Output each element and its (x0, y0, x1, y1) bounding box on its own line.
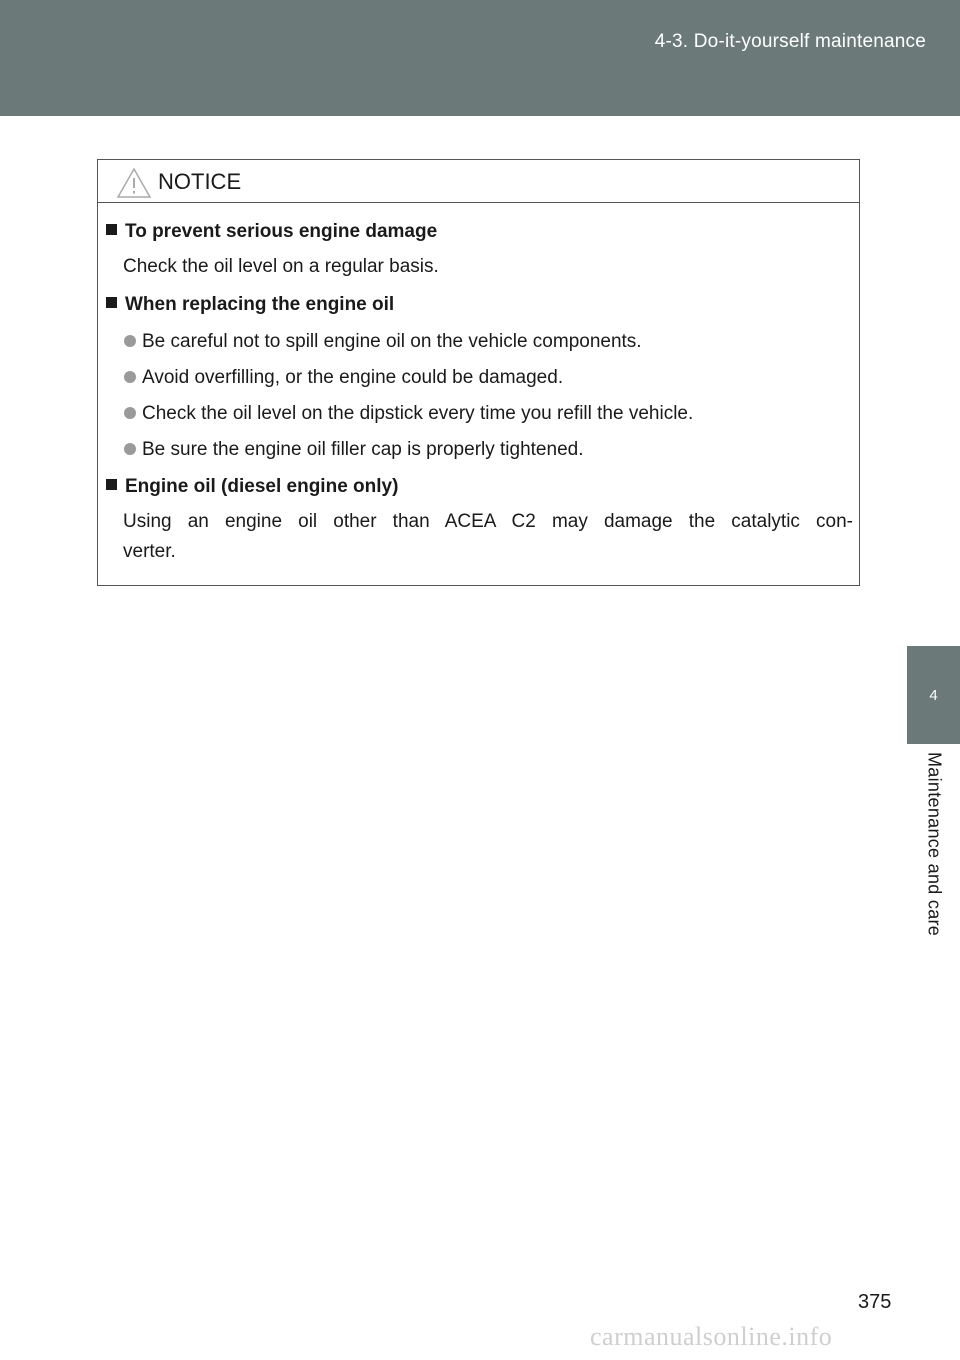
list-item-text: Avoid overfilling, or the engine could be damaged. (142, 367, 564, 388)
section-heading (106, 221, 437, 243)
section-text: Check the oil level on a regular basis. (123, 256, 439, 277)
page-header (0, 0, 960, 116)
chapter-tab-label-text: Maintenance and care (924, 752, 945, 937)
list-item-text: Be careful not to spill engine oil on the vehicle components. (142, 331, 642, 352)
section-heading-text: When replacing the engine oil (125, 294, 395, 315)
section-title: 4-3. Do-it-yourself maintenance (654, 31, 926, 52)
list-item (124, 367, 563, 389)
list-item (124, 439, 583, 461)
chapter-tab-label (908, 752, 960, 992)
section-heading-text: Engine oil (diesel engine only) (125, 476, 399, 497)
list-item-text: Be sure the engine oil filler cap is properly tightened. (142, 439, 584, 460)
list-item (124, 403, 693, 425)
section-heading-text: To prevent serious engine damage (125, 221, 438, 242)
square-bullet-icon (106, 479, 117, 490)
list-item (124, 331, 642, 353)
list-item-text: Check the oil level on the dipstick every time you refill the vehicle. (142, 403, 694, 424)
warning-triangle-icon (116, 167, 152, 199)
notice-header (98, 160, 859, 203)
section-heading (106, 476, 398, 498)
notice-title: NOTICE (158, 169, 242, 194)
bullet-dot-icon (124, 407, 136, 419)
bullet-dot-icon (124, 335, 136, 347)
page-number: 375 (858, 1291, 892, 1313)
chapter-tab-number: 4 (907, 646, 960, 744)
notice-box (97, 159, 860, 586)
square-bullet-icon (106, 224, 117, 235)
section-text-line: Using an engine oil other than ACEA C2 may damage the catalytic con- (123, 511, 853, 532)
bullet-dot-icon (124, 443, 136, 455)
section-heading (106, 294, 394, 316)
bullet-dot-icon (124, 371, 136, 383)
watermark: carmanualsonline.info (590, 1322, 833, 1351)
square-bullet-icon (106, 297, 117, 308)
section-text-line: verter. (123, 541, 176, 562)
